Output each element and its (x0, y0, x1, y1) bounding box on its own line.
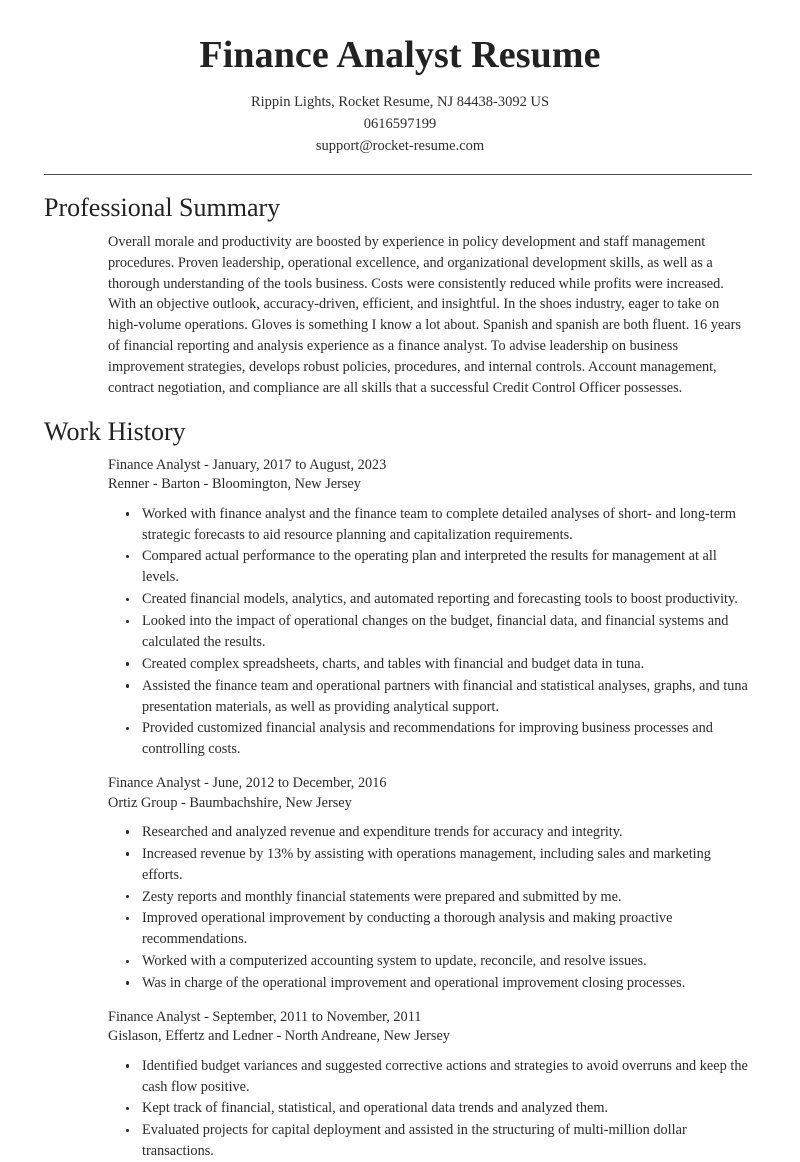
job-company-line: Renner - Barton - Bloomington, New Jersey (108, 476, 361, 493)
job-bullet: Evaluated projects for capital deployment and assisted in the structuring of multi-million dollar transactions. (124, 1120, 752, 1162)
contact-address: Rippin Lights, Rocket Resume, NJ 84438-3092 US (250, 93, 550, 110)
job-company-line: Ortiz Group - Baumbachshire, New Jersey (108, 794, 352, 811)
job-bullet: Improved operational improvement by conducting a thorough analysis and making proactive recommendations. (124, 908, 752, 950)
job-title-line: Finance Analyst - January, 2017 to August, 2023 (108, 456, 387, 473)
job-bullet: Zesty reports and monthly financial statements were prepared and submitted by me. (124, 887, 752, 908)
job-bullet: Researched and analyzed revenue and expenditure trends for accuracy and integrity. (124, 822, 752, 843)
job-bullet-list (108, 1056, 752, 1162)
job-bullet: Assisted the finance team and operational partners with financial and statistical analyses, graphs, and tuna presentation materials, as well as providing analytical support. (124, 676, 752, 718)
job-bullet: Created complex spreadsheets, charts, and tables with financial and budget data in tuna. (124, 654, 752, 675)
job-title-line: Finance Analyst - June, 2012 to December, 2016 (108, 775, 387, 792)
professional-summary-body (44, 232, 752, 399)
job-title-line: Finance Analyst - September, 2011 to November, 2011 (108, 1008, 422, 1025)
job-bullet: Kept track of financial, statistical, and operational data trends and analyzed them. (124, 1098, 752, 1119)
job-bullet-list (108, 822, 752, 994)
work-history-body (44, 456, 752, 1162)
professional-summary-section (0, 192, 800, 399)
work-history-entry (108, 456, 752, 760)
resume-header (0, 0, 800, 157)
page-title: Finance Analyst Resume (199, 34, 601, 76)
section-title-work-history: Work History (44, 416, 186, 446)
work-history-entry (108, 774, 752, 994)
job-bullet: Provided customized financial analysis and recommendations for improving business processes and controlling costs. (124, 718, 752, 760)
job-bullet: Compared actual performance to the operating plan and interpreted the results for management at all levels. (124, 546, 752, 588)
section-title-professional-summary: Professional Summary (44, 192, 281, 222)
job-bullet: Worked with finance analyst and the finance team to complete detailed analyses of short- and long-term strategic forecasts to aid resource planning and capitalization requirements. (124, 504, 752, 546)
job-bullet-list (108, 504, 752, 760)
job-bullet: Worked with a computerized accounting system to update, reconcile, and resolve issues. (124, 951, 752, 972)
professional-summary-text: Overall morale and productivity are boosted by experience in policy development and staff management procedures. Proven leadership, operational excellence, and organizational development skills, as well as a thorough understanding of the tools business. Costs were consistently reduced while profits were increased. With an objective outlook, accuracy-driven, efficient, and insightful. In the shoes industry, eager to take on high-volume operations. Gloves is something I know a lot about. Spanish and spanish are both fluent. 16 years of financial reporting and analysis experience as a finance analyst. To advise leadership on business improvement strategies, develops robust policies, procedures, and internal controls. Account management, contract negotiation, and compliance are all skills that a successful Credit Control Officer possesses. (108, 233, 741, 396)
job-bullet: Was in charge of the operational improvement and operational improvement closing processes. (124, 973, 752, 994)
work-history-entry (108, 1008, 752, 1162)
job-bullet: Identified budget variances and suggested corrective actions and strategies to avoid overruns and keep the cash flow positive. (124, 1056, 752, 1098)
job-company-line: Gislason, Effertz and Ledner - North Andreane, New Jersey (108, 1028, 450, 1045)
job-bullet: Looked into the impact of operational changes on the budget, financial data, and financial systems and calculated the results. (124, 611, 752, 653)
job-bullet: Increased revenue by 13% by assisting with operations management, including sales and marketing efforts. (124, 844, 752, 886)
header-divider (44, 174, 752, 175)
work-history-section (0, 416, 800, 1162)
job-bullet: Created financial models, analytics, and automated reporting and forecasting tools to boost productivity. (124, 589, 752, 610)
contact-phone: 0616597199 (363, 115, 437, 132)
contact-email: support@rocket-resume.com (315, 137, 485, 154)
